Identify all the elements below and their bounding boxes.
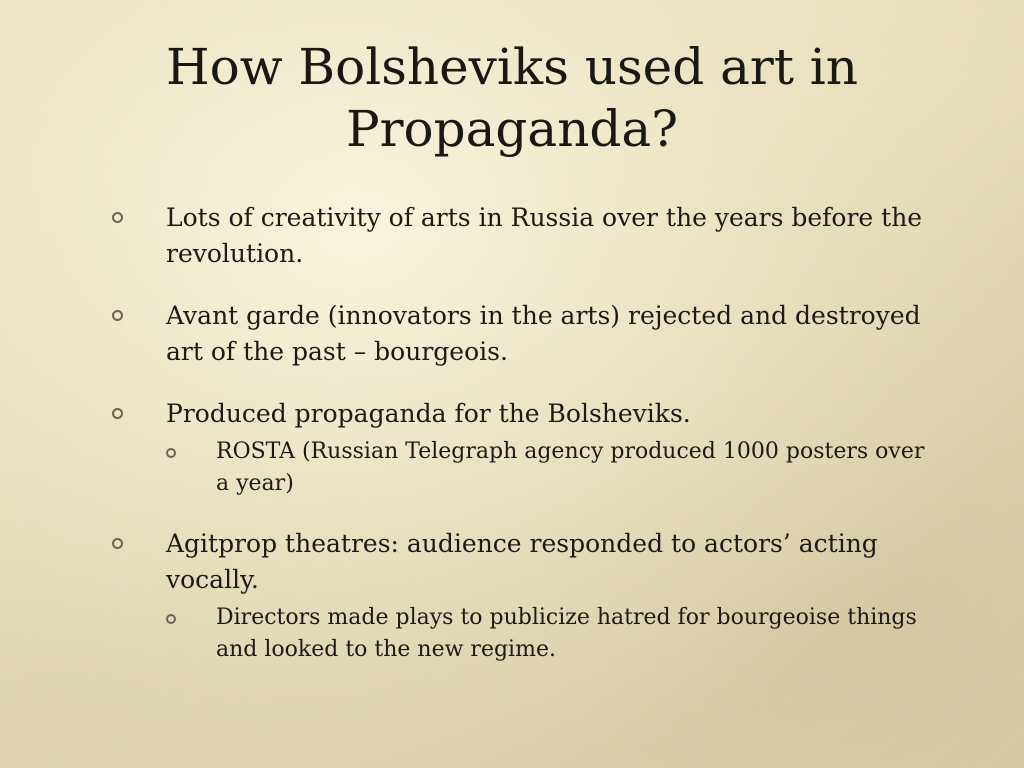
bullet-text: Avant garde (innovators in the arts) rejected and destroyed art of the past – bourgeois. (166, 301, 921, 366)
sub-bullet-item (166, 602, 932, 666)
bullet-circle-icon (112, 310, 123, 321)
title-line-2: Propaganda? (345, 100, 679, 158)
bullet-circle-icon (112, 408, 123, 419)
sub-bullet-circle-icon (166, 614, 176, 624)
sub-bullet-item (166, 436, 932, 500)
bullet-circle-icon (112, 538, 123, 549)
title-line-1: How Bolsheviks used art in (165, 38, 859, 96)
slide-title (60, 36, 964, 160)
bullet-item (112, 396, 932, 500)
bullet-text: Lots of creativity of arts in Russia over the years before the revolution. (166, 203, 923, 268)
bullet-list (112, 200, 932, 692)
bullet-text: Produced propaganda for the Bolsheviks. (166, 399, 691, 428)
sub-bullet-list (166, 436, 932, 500)
bullet-item (112, 298, 932, 370)
sub-bullet-circle-icon (166, 448, 176, 458)
bullet-circle-icon (112, 212, 123, 223)
bullet-item (112, 200, 932, 272)
sub-bullet-text: Directors made plays to publicize hatred for bourgeoise things and looked to the new regime. (216, 605, 917, 662)
sub-bullet-text: ROSTA (Russian Telegraph agency produced 1000 posters over a year) (216, 439, 925, 496)
sub-bullet-list (166, 602, 932, 666)
bullet-item (112, 526, 932, 666)
bullet-text: Agitprop theatres: audience responded to actors’ acting vocally. (166, 529, 878, 594)
